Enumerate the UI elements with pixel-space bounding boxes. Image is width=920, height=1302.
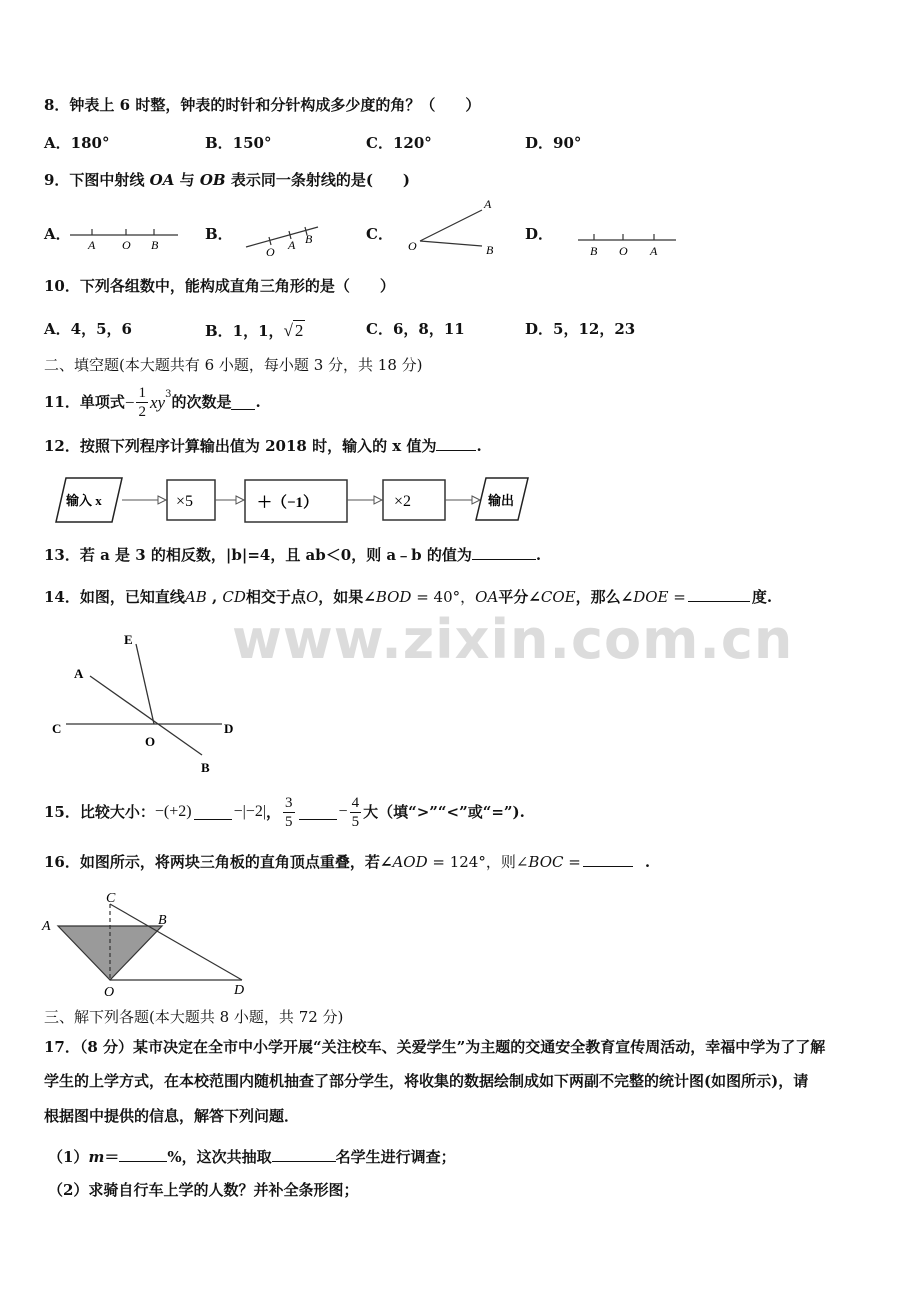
q10-option-b: B．1，1，√ 2: [205, 321, 304, 340]
flow-plus-minus-1: ＋（−1）: [257, 495, 319, 511]
q8-option-c: C．120°: [366, 134, 432, 152]
q9a-label-o: O: [122, 238, 131, 251]
q9-label-d: D．: [525, 225, 554, 243]
q9b-label-b: B: [305, 232, 313, 246]
q9d-label-o: O: [619, 244, 628, 258]
q17-part-1: （1）m＝ %，这次共抽取 名学生进行调查；: [48, 1148, 456, 1166]
q15-blank-1: [194, 805, 232, 820]
q16-blank: [583, 852, 633, 867]
q16-label-d: D: [234, 983, 245, 998]
q9-label-c: C．: [366, 225, 393, 243]
q14-label-c: C: [52, 721, 62, 736]
q17-part-2: （2）求骑自行车上学的人数？并补全条形图；: [48, 1181, 359, 1199]
q10-option-d: D．5，12，23: [525, 320, 636, 338]
q16-label-b: B: [158, 913, 167, 928]
q9d-label-a: A: [650, 244, 658, 258]
q12-flowchart: [52, 476, 532, 526]
q10-option-a: A．4，5，6: [44, 320, 132, 338]
q9-figure-d: [574, 222, 680, 258]
q9a-label-a: A: [88, 238, 96, 251]
q9c-label-b: B: [486, 243, 494, 257]
q9-figure-a: [66, 215, 182, 251]
q17-blank-count: [272, 1147, 336, 1162]
flow-output: 输出: [488, 493, 515, 508]
q8-option-d: D．90°: [525, 134, 582, 152]
q15-blank-2: [299, 805, 337, 820]
q14-label-b: B: [201, 760, 210, 775]
q16-label-o: O: [104, 985, 115, 998]
q14-stem: 14．如图，已知直线AB , CD相交于点O，如果∠BOD = 40°，OA平分∠COE，那么∠DOE = 度.: [44, 588, 773, 606]
q17-line-1: 17．（8 分）某市决定在全市中小学开展“关注校车、关爱学生”为主题的交通安全教育宣传周活动，幸福中学为了了解: [44, 1038, 826, 1056]
q9a-label-b: B: [151, 238, 159, 251]
watermark: www.zixin.com.cn: [232, 608, 794, 671]
q9-figure-b: [232, 213, 328, 259]
q14-label-d: D: [224, 721, 234, 736]
q16-figure: [40, 890, 260, 998]
q8-option-a: A．180°: [44, 134, 110, 152]
q10-option-c: C．6，8，11: [366, 320, 465, 338]
q9b-label-o: O: [266, 245, 275, 259]
section-3-heading: 三、解下列各题(本大题共 8 小题，共 72 分): [44, 1008, 344, 1026]
q14-label-o: O: [145, 734, 156, 749]
q9-figure-c: [398, 196, 508, 260]
q8-stem: 8．钟表上 6 时整，钟表的时针和分针构成多少度的角？（ ）: [44, 96, 481, 114]
q9b-label-a: A: [288, 238, 296, 252]
q13-blank: [472, 545, 536, 560]
q16-stem: 16．如图所示，将两块三角板的直角顶点重叠，若∠AOD = 124°，则∠BOC = .: [44, 853, 651, 871]
q17-line-2: 学生的上学方式，在本校范围内随机抽查了部分学生，将收集的数据绘制成如下两副不完整的统计图(如图所示)，请: [44, 1072, 809, 1090]
q16-label-c: C: [106, 891, 116, 906]
q14-figure: [44, 628, 254, 776]
flow-input: 输入 x: [66, 493, 102, 508]
q9c-label-a: A: [484, 197, 492, 211]
q16-label-a: A: [42, 919, 51, 934]
q9c-label-o: O: [408, 239, 417, 253]
q11-stem: 11．单项式 − $\frac{1}{2}$ xy $^3$ 的次数是 .: [44, 384, 261, 420]
q10-stem: 10．下列各组数中，能构成直角三角形的是（ ）: [44, 277, 395, 295]
q14-label-e: E: [124, 632, 133, 647]
q11-fraction: $\frac{1}{2}$: [138, 384, 146, 420]
q12-blank: [436, 436, 476, 451]
section-2-heading: 二、填空题(本大题共有 6 小题，每小题 3 分，共 18 分): [44, 356, 423, 374]
flow-times-5: ×5: [176, 493, 194, 510]
q9-label-b: B．: [205, 225, 233, 243]
q14-blank: [688, 587, 750, 602]
q13-stem: 13．若 a 是 3 的相反数，|b|=4，且 ab＜0，则 a﹣b 的值为 .: [44, 546, 542, 564]
q15-stem: 15．比较大小： −(+2) −|−2| ， $\frac{3}{5}$ − $\frac{4}{5}$ 大（填“>”“<”或“=”).: [44, 794, 525, 830]
q9d-label-b: B: [590, 244, 598, 258]
q17-line-3: 根据图中提供的信息，解答下列问题．: [44, 1107, 300, 1125]
q8-option-b: B．150°: [205, 134, 272, 152]
q9-label-a: A．: [44, 225, 71, 243]
q17-blank-m: [119, 1147, 167, 1162]
q12-stem: 12．按照下列程序计算输出值为 2018 时，输入的 x 值为 .: [44, 437, 482, 455]
flow-times-2: ×2: [394, 493, 412, 510]
q14-label-a: A: [74, 666, 84, 681]
q9-stem: 9．下图中射线 OA 与 OB 表示同一条射线的是( ): [44, 171, 411, 189]
q11-blank: [231, 395, 255, 410]
